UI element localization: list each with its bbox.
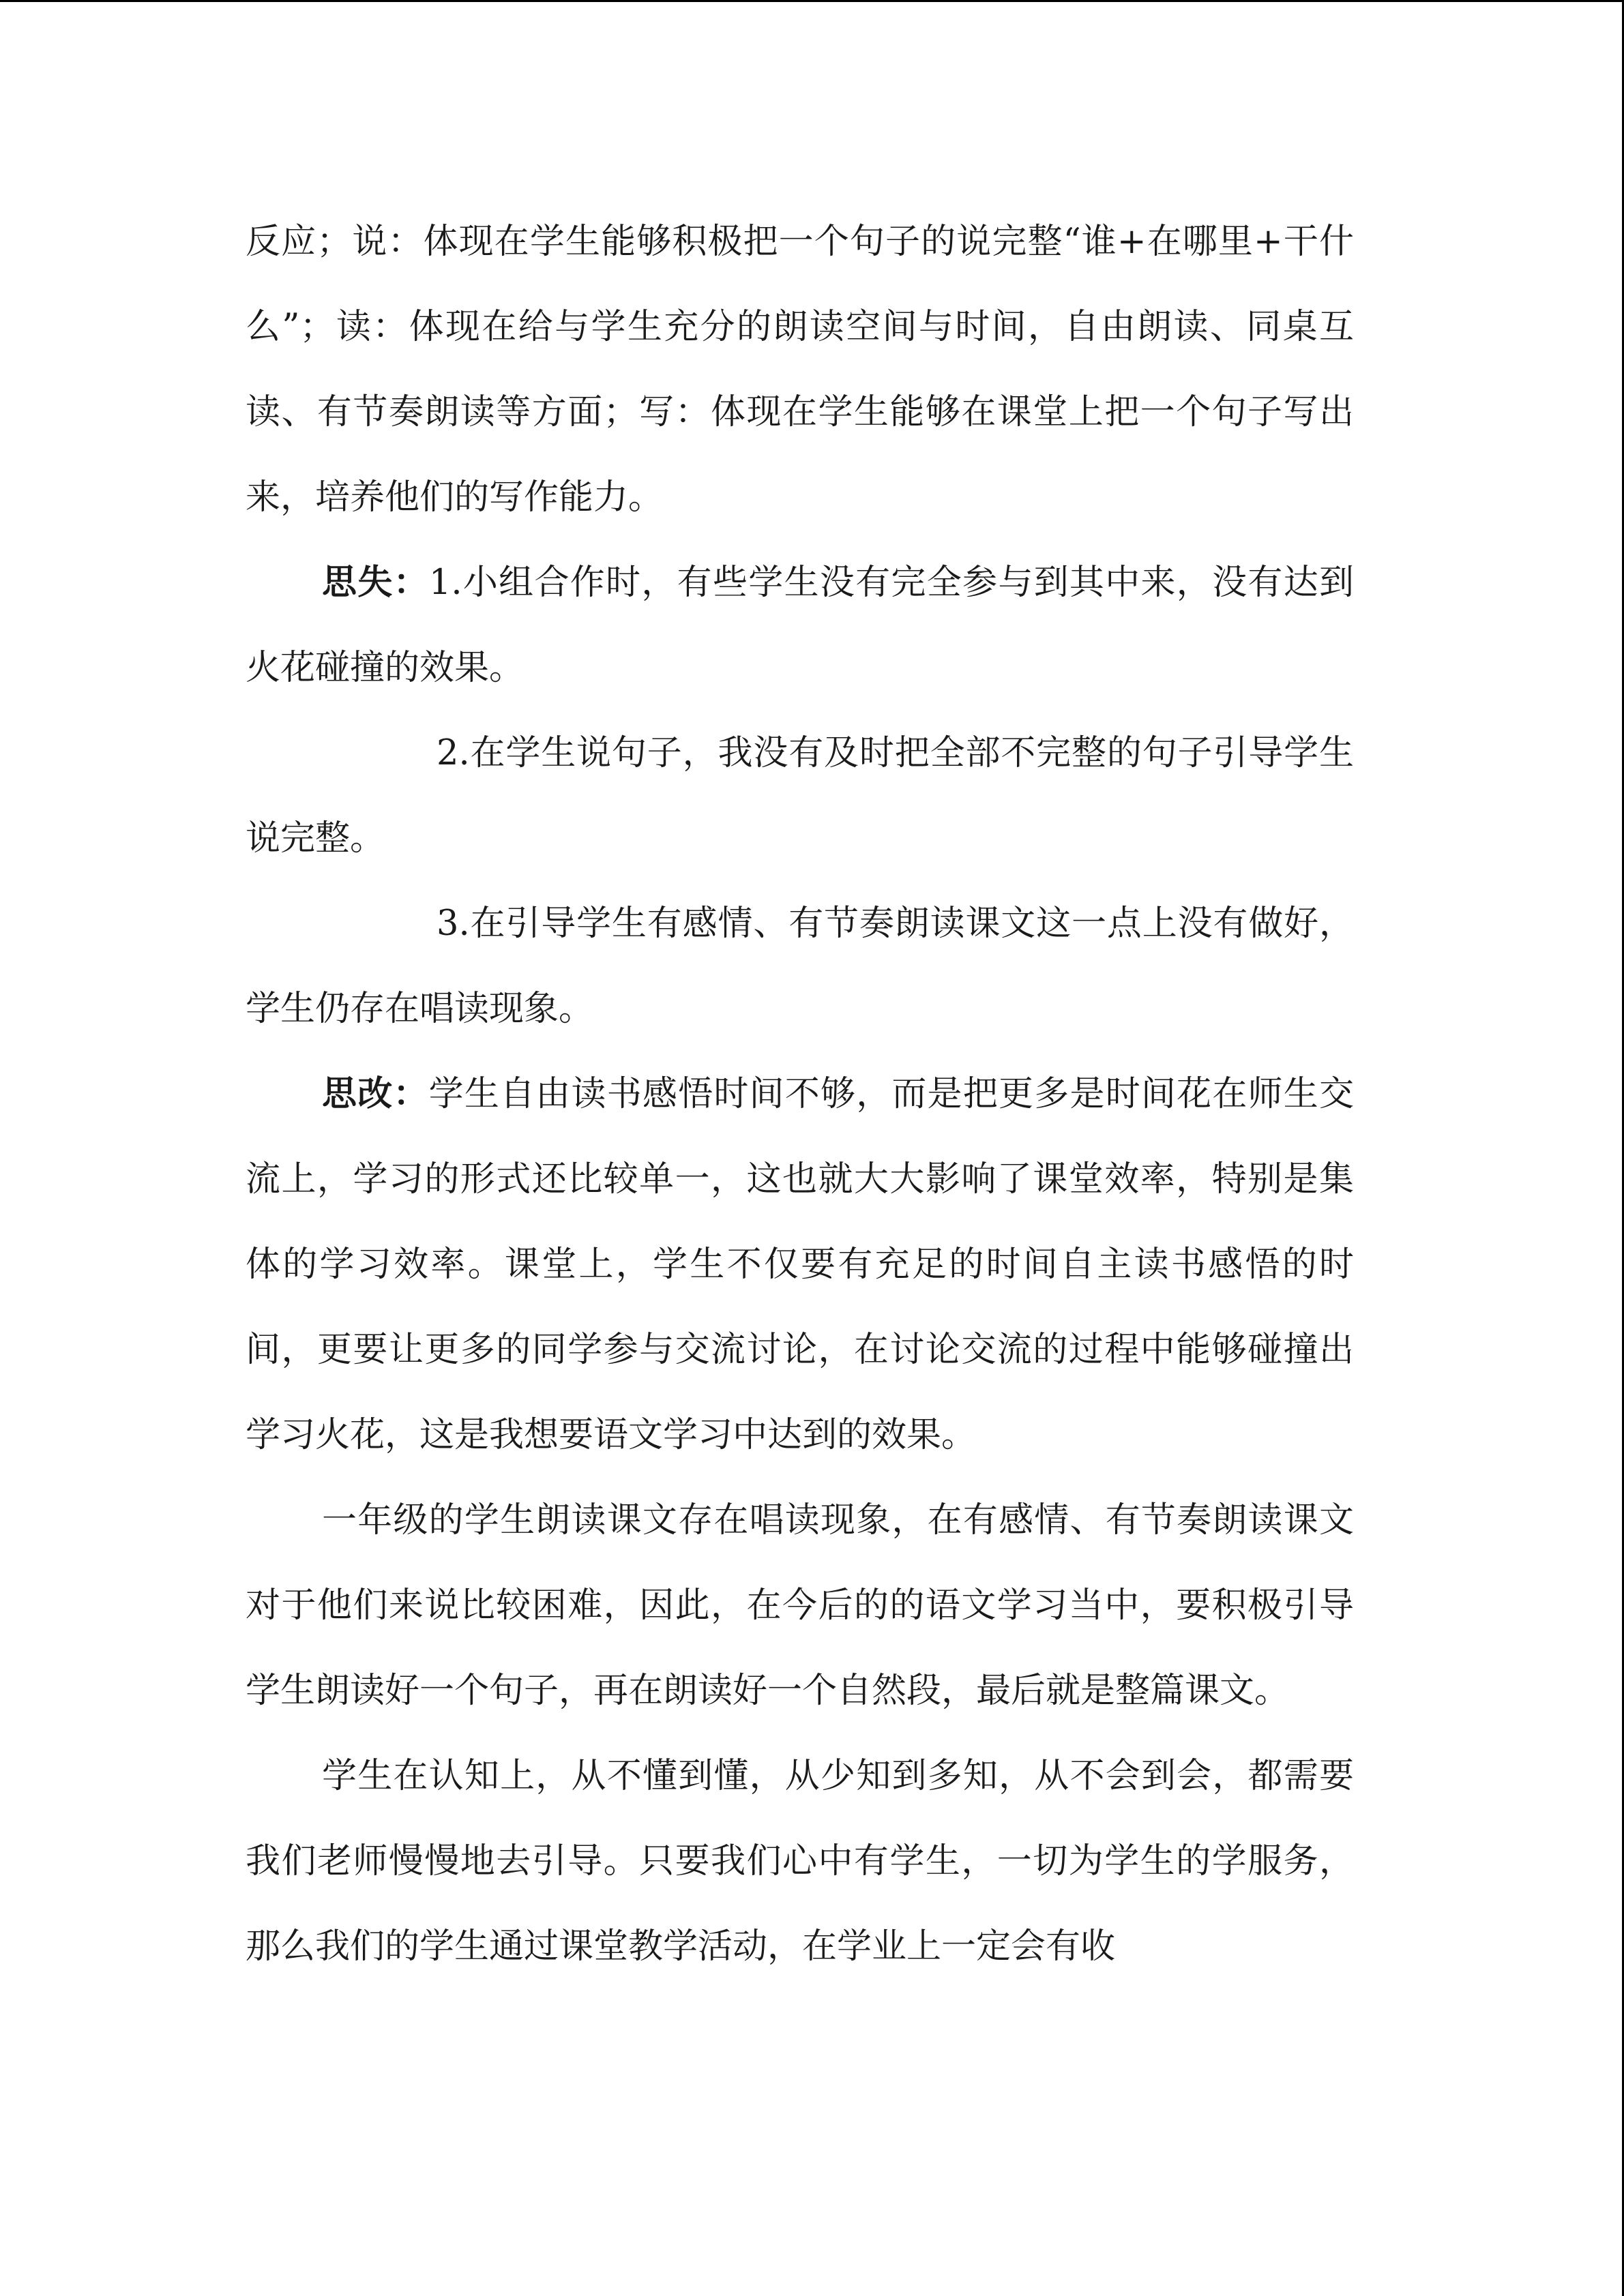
shortcoming-1: 1.小组合作时，有些学生没有完全参与到其中来，没有达到火花碰撞的效果。 <box>246 563 1354 688</box>
page-border-top <box>0 0 1624 2</box>
document-body <box>246 199 1354 1989</box>
paragraph-improvements <box>246 1052 1354 1478</box>
paragraph-cognition: 学生在认知上，从不懂到懂，从少知到多知，从不会到会，都需要我们老师慢慢地去引导。只要我们心中有学生，一切为学生的学服务，那么我们的学生通过课堂教学活动，在学业上一定会有收 <box>246 1756 1354 1967</box>
shortcoming-3: 3.在引导学生有感情、有节奏朗读课文这一点上没有做好，学生仍存在唱读现象。 <box>246 904 1354 1029</box>
improvements-text: 学生自由读书感悟时间不够，而是把更多是时间花在师生交流上，学习的形式还比较单一，这也就大大影响了课堂效率，特别是集体的学习效率。课堂上，学生不仅要有充足的时间自主读书感悟的时间，更要让更多的同学参与交流讨论，在讨论交流的过程中能够碰撞出学习火花，这是我想要语文学习中达到的效果。 <box>246 1074 1354 1455</box>
paragraph-reaction: 反应；说：体现在学生能够积极把一个句子的说完整“谁+在哪里+干什么”；读：体现在给与学生充分的朗读空间与时间，自由朗读、同桌互读、有节奏朗读等方面；写：体现在学生能够在课堂上把一个句子写出来，培养他们的写作能力。 <box>246 222 1354 518</box>
paragraph-grade-one: 一年级的学生朗读课文存在唱读现象，在有感情、有节奏朗读课文对于他们来说比较困难，因此，在今后的的语文学习当中，要积极引导学生朗读好一个句子，再在朗读好一个自然段，最后就是整篇课文。 <box>246 1500 1354 1711</box>
label-shortcomings: 思失： <box>322 562 429 603</box>
label-improvements: 思改： <box>322 1073 429 1114</box>
shortcoming-2: 2.在学生说句子，我没有及时把全部不完整的句子引导学生说完整。 <box>246 733 1354 859</box>
paragraph-shortcomings <box>246 540 1354 711</box>
